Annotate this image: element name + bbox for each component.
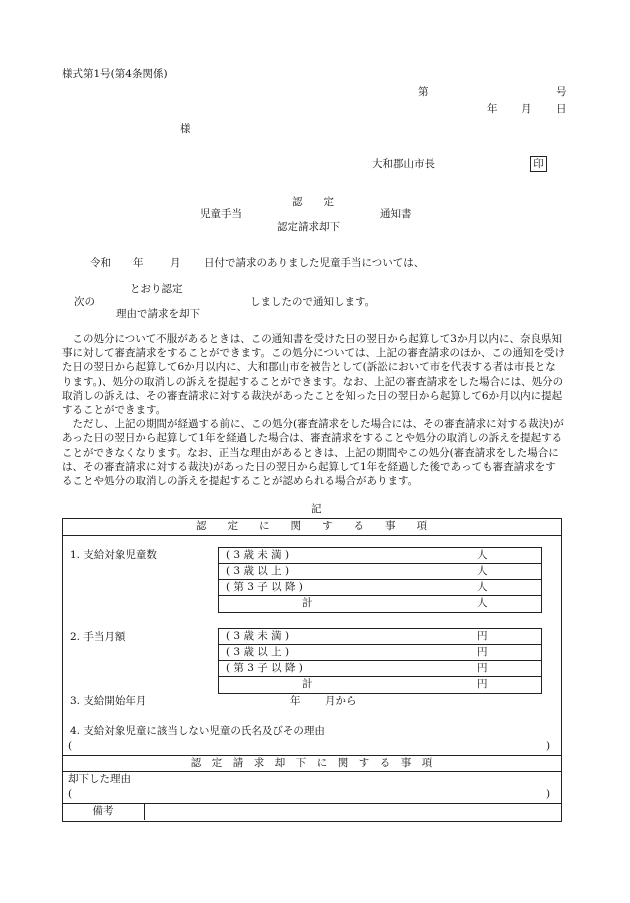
notice-suffix: しましたので通知します。	[250, 296, 376, 308]
amount-row-unit: 円	[477, 646, 488, 658]
amount-row-label: ( 3 歳 未 満 )	[226, 630, 290, 642]
count-row-label: ( 第 3 子 以 降 )	[226, 581, 303, 593]
item3-month: 月から	[325, 695, 357, 707]
reason-close-paren: )	[546, 788, 551, 800]
approval-heading: 認 定 に 関 す る 事 項	[196, 520, 427, 532]
divider	[218, 595, 541, 596]
amount-row-unit: 円	[477, 662, 488, 674]
item4-open-paren: (	[68, 740, 73, 752]
item4-close-paren: )	[546, 740, 551, 752]
option-approve: とおり認定	[130, 283, 183, 295]
date-day: 日	[556, 103, 567, 115]
item1-label: 1. 支給対象児童数	[70, 549, 157, 561]
amount-row-label: ( 第 3 子 以 降 )	[226, 662, 303, 674]
title-approve: 認 定	[292, 196, 334, 208]
notice-era: 令和	[90, 257, 111, 269]
rejection-reason-label: 却下した理由	[68, 773, 131, 785]
count-row-label: 計	[302, 597, 313, 609]
count-row-label: ( 3 歳 未 満 )	[226, 549, 290, 561]
notice-prefix: 次の	[74, 296, 95, 308]
remarks-label: 備考	[92, 805, 114, 817]
seal-stamp: 印	[530, 156, 547, 172]
amount-row-unit: 円	[477, 630, 488, 642]
divider	[218, 676, 541, 677]
notice-year: 年	[133, 257, 144, 269]
option-reject: 理由で請求を却下	[116, 308, 200, 320]
amount-row-label: 計	[302, 678, 313, 690]
count-row-unit: 人	[477, 549, 488, 561]
amount-row-label: ( 3 歳 以 上 )	[226, 646, 290, 658]
recipient-suffix: 様	[180, 123, 191, 135]
date-year: 年	[487, 103, 498, 115]
divider	[62, 803, 561, 804]
divider	[62, 771, 561, 772]
title-reject: 認定請求却下	[277, 221, 340, 233]
appeal-paragraph-2: ただし、上記の期間が経過する前に、この処分(審査請求をした場合には、その審査請求に対する裁決)があった日の翌日から起算して1年を経過した場合は、審査請求をすることや処分の取消しの訴えを提起することができなくなります。なお、正当な理由があるときは、上記の期間やこの処分(審査請求をした場合には、その審査請求に対する裁決)があった日の翌日から起算して1年を経過した後であっても審査請求をすることや処分の取消しの訴えを提起することが認められる場合があります。	[62, 418, 564, 488]
count-row-unit: 人	[477, 581, 488, 593]
appeal-text	[62, 332, 566, 488]
appeal-paragraph-1: この処分について不服があるときは、この通知書を受けた日の翌日から起算して3か月以内に、奈良県知事に対して審査請求をすることができます。この処分については、上記の審査請求のほか、この通知を受けた日の翌日から起算して6か月以内に、大和郡山市を被告として(訴訟において市を代表する者は市長となります。)、処分の取消しの訴えを提起することができます。なお、上記の審査請求をした場合には、処分の取消しの訴えは、その審査請求に対する裁決があったことを知った日の翌日から起算して6か月以内に提起することができます。	[62, 333, 565, 417]
count-row-unit: 人	[477, 565, 488, 577]
count-row-unit: 人	[477, 597, 488, 609]
rejection-heading: 認 定 請 求 却 下 に 関 す る 事 項	[190, 757, 433, 769]
item3-label: 3. 支給開始年月	[70, 695, 147, 707]
ki-label: 記	[311, 503, 322, 515]
notice-month: 月	[170, 257, 181, 269]
form-number: 様式第1号(第4条関係)	[62, 68, 168, 80]
divider	[62, 535, 561, 536]
notice-sentence: 日付で請求のありました児童手当については、	[204, 257, 425, 269]
reason-open-paren: (	[68, 788, 73, 800]
amount-row-unit: 円	[477, 678, 488, 690]
number-prefix: 第	[418, 86, 429, 98]
title-notice: 通知書	[380, 208, 412, 220]
number-suffix: 号	[556, 86, 567, 98]
item2-label: 2. 手当月額	[70, 631, 126, 643]
item4-label: 4. 支給対象児童に該当しない児童の氏名及びその理由	[70, 725, 325, 737]
title-child-allowance: 児童手当	[200, 208, 242, 220]
divider	[144, 803, 145, 820]
divider	[62, 755, 561, 756]
count-row-label: ( 3 歳 以 上 )	[226, 565, 290, 577]
date-month: 月	[521, 103, 532, 115]
item3-year: 年	[290, 695, 301, 707]
issuer: 大和郡山市長	[372, 158, 435, 170]
